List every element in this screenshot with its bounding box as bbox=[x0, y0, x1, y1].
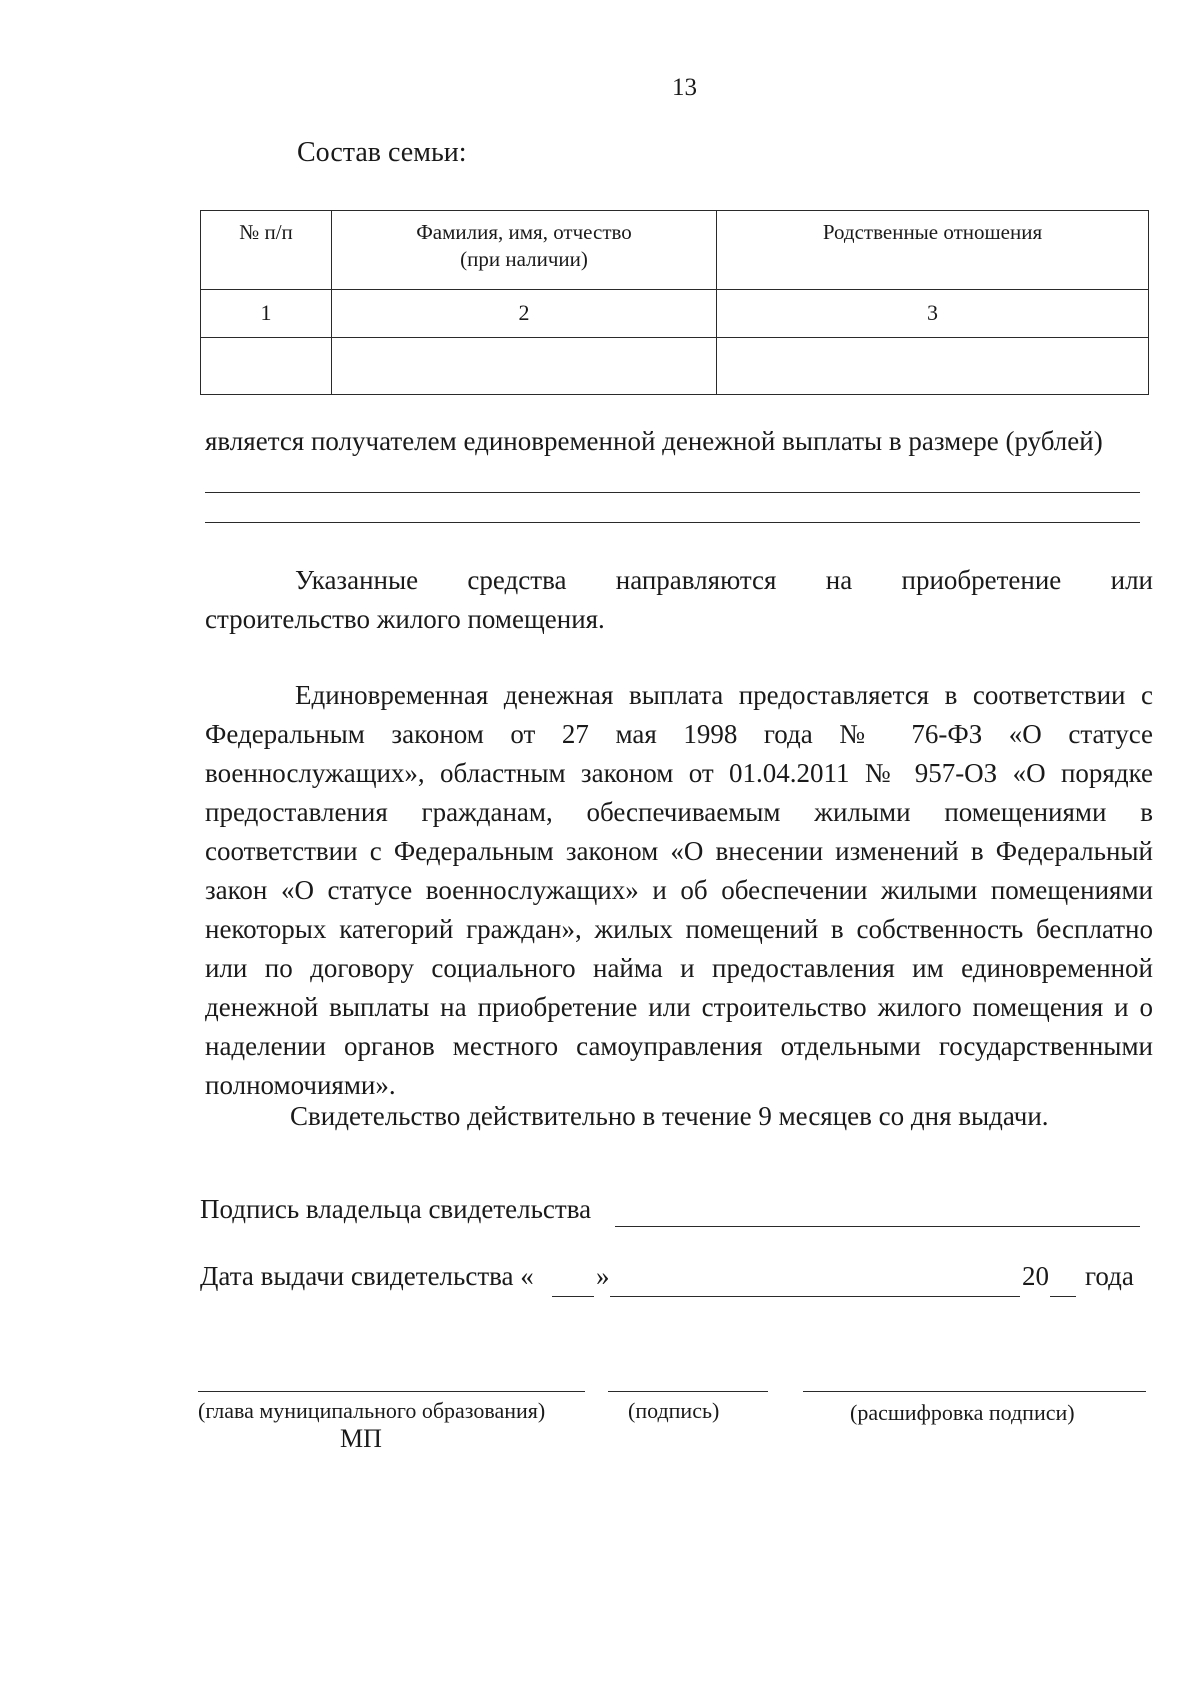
head-signature-line[interactable] bbox=[198, 1391, 585, 1392]
signature-caption: (подпись) bbox=[628, 1398, 720, 1423]
purpose-line-2: строительство жилого помещения. bbox=[205, 604, 605, 634]
index-cell: 1 bbox=[201, 290, 332, 338]
issue-month-blank[interactable] bbox=[610, 1296, 1020, 1297]
signature-line[interactable] bbox=[608, 1391, 768, 1392]
issue-year-blank[interactable] bbox=[1050, 1296, 1076, 1297]
purpose-paragraph bbox=[205, 561, 1153, 639]
signature-decoding-caption: (расшифровка подписи) bbox=[850, 1400, 1075, 1425]
issue-date-close-quote: » bbox=[596, 1261, 610, 1291]
table-row bbox=[201, 338, 1149, 395]
table-cell-full-name[interactable] bbox=[332, 338, 717, 395]
issue-year-suffix: года bbox=[1085, 1261, 1134, 1291]
header-cell-relationship: Родственные отношения bbox=[717, 211, 1149, 290]
owner-signature-line[interactable] bbox=[615, 1226, 1140, 1227]
recipient-statement: является получателем единовременной денежной выплаты в размере (рублей) bbox=[205, 426, 1103, 456]
table-header-row bbox=[201, 211, 1149, 290]
table-cell-number[interactable] bbox=[201, 338, 332, 395]
issue-year-prefix: 20 bbox=[1022, 1261, 1049, 1291]
legal-basis-text: Единовременная денежная выплата предоставляется в соответствии с Федеральным законом от 27 мая 1998 года № 76-ФЗ «О статусе военнослужащих», областным законом от 01.04.2011 № 957-ОЗ «О порядке предоставления гражданам, обеспечиваемым жилыми помещениями в соответствии с Федеральным законом «О внесении изменений в Федеральный закон «О статусе военнослужащих» и об обеспечении жилыми помещениями некоторых категорий граждан», жилых помещений в собственность бесплатно или по договору социального найма и предоставления им единовременной денежной выплаты на приобретение или строительство жилого помещения и о наделении органов местного самоуправления отдельными государственными полномочиями». bbox=[205, 680, 1153, 1100]
index-cell: 2 bbox=[332, 290, 717, 338]
family-composition-table bbox=[200, 210, 1149, 395]
legal-basis-paragraph bbox=[205, 676, 1153, 1105]
page-number: 13 bbox=[672, 74, 697, 101]
amount-blank-line[interactable] bbox=[205, 492, 1140, 493]
header-cell-number: № п/п bbox=[201, 211, 332, 290]
purpose-line-1: Указанные средства направляются на приобретение или bbox=[295, 565, 1153, 595]
owner-signature-label: Подпись владельца свидетельства bbox=[200, 1194, 592, 1224]
index-cell: 3 bbox=[717, 290, 1149, 338]
table-index-row bbox=[201, 290, 1149, 338]
amount-blank-line-2[interactable] bbox=[205, 522, 1140, 523]
table-cell-relationship[interactable] bbox=[717, 338, 1149, 395]
family-composition-heading: Состав семьи: bbox=[297, 137, 467, 168]
header-full-name-note: (при наличии) bbox=[460, 247, 588, 271]
decoding-line[interactable] bbox=[803, 1391, 1146, 1392]
header-full-name-line: Фамилия, имя, отчество bbox=[416, 220, 632, 244]
header-cell-full-name bbox=[332, 211, 717, 290]
issue-day-blank[interactable] bbox=[552, 1296, 594, 1297]
validity-statement: Свидетельство действительно в течение 9 месяцев со дня выдачи. bbox=[290, 1101, 1049, 1131]
issue-date-label: Дата выдачи свидетельства « bbox=[200, 1261, 534, 1291]
seal-placeholder: МП bbox=[340, 1424, 382, 1453]
head-of-municipality-caption: (глава муниципального образования) bbox=[198, 1398, 546, 1423]
